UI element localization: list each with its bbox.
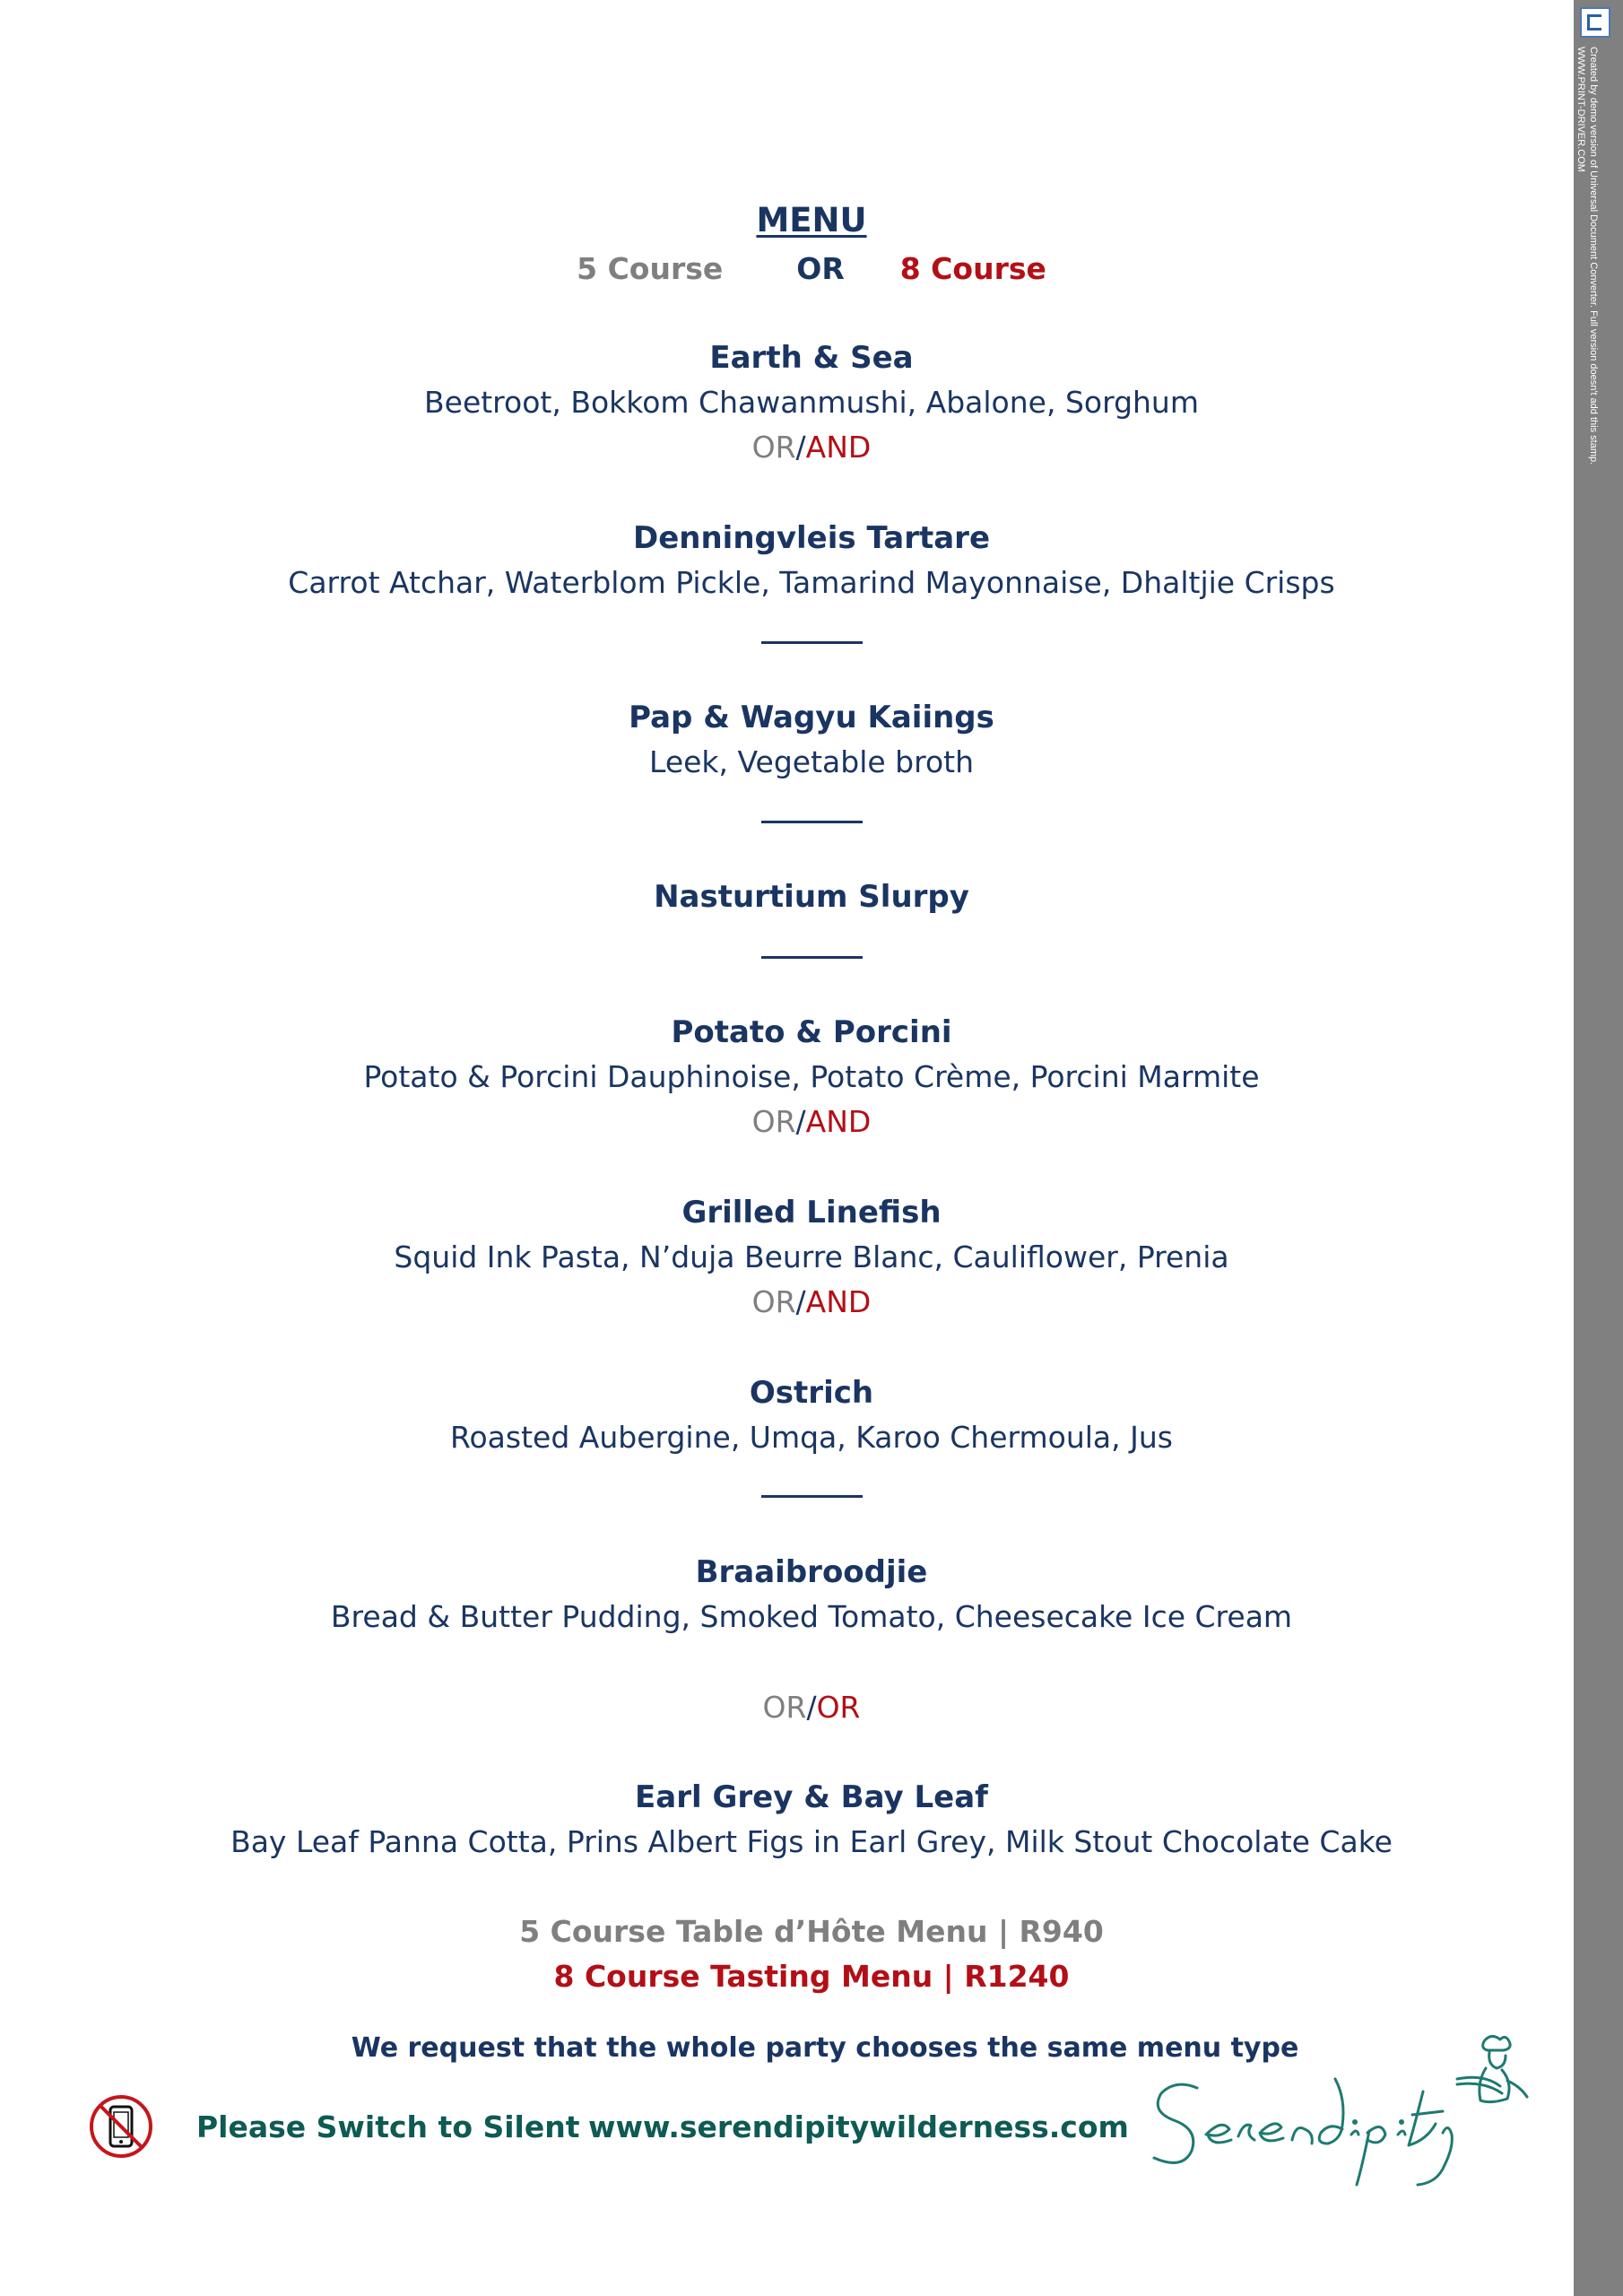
dish-name: Nasturtium Slurpy [654, 879, 969, 915]
dish-description: Carrot Atchar, Waterblom Pickle, Tamarind Mayonnaise, Dhaltjie Crisps [288, 565, 1335, 600]
dish-name: Earth & Sea [709, 340, 914, 376]
stamp-line-1: Created by demo version of Universal Document Converter. Full version doesn't add this stamp. [1588, 47, 1599, 465]
option-8-course: 8 Course [899, 251, 1046, 286]
dish-name: Grilled Linefish [681, 1195, 942, 1231]
stamp-line-2: WWW.PRINT-DRIVER.COM [1575, 47, 1586, 172]
choice-or-and: OR/AND [751, 1104, 872, 1139]
no-phone-icon [89, 2094, 153, 2159]
dish-name: Ostrich [749, 1375, 874, 1411]
website-link[interactable]: www.serendipitywilderness.com [588, 2109, 1129, 2144]
price-8-course: 8 Course Tasting Menu | R1240 [553, 1959, 1070, 1994]
dish-description: Potato & Porcini Dauphinoise, Potato Crème, Porcini Marmite [363, 1059, 1260, 1094]
course-divider [761, 956, 863, 959]
dish-description: Beetroot, Bokkom Chawanmushi, Abalone, Sorghum [424, 385, 1199, 420]
choice-or-or: OR/OR [762, 1690, 861, 1725]
silent-notice: Please Switch to Silent [196, 2109, 580, 2144]
party-notice: We request that the whole party chooses the same menu type [351, 2032, 1299, 2064]
choice-or-and: OR/AND [751, 430, 872, 465]
serendipity-logo [1143, 2029, 1529, 2190]
dish-name: Earl Grey & Bay Leaf [635, 1779, 988, 1815]
dish-name: Pap & Wagyu Kaiings [629, 700, 994, 735]
course-divider [761, 1495, 863, 1498]
dish-description: Leek, Vegetable broth [649, 744, 974, 779]
dish-name: Potato & Porcini [671, 1014, 952, 1050]
dish-description: Squid Ink Pasta, N’duja Beurre Blanc, Cauliflower, Prenia [394, 1239, 1229, 1274]
dish-description: Roasted Aubergine, Umqa, Karoo Chermoula, Jus [450, 1420, 1173, 1455]
course-divider [761, 641, 863, 644]
option-5-course: 5 Course [577, 251, 724, 286]
dish-name: Braaibroodjie [695, 1554, 928, 1590]
price-5-course: 5 Course Table d’Hôte Menu | R940 [519, 1914, 1104, 1949]
choice-or-and: OR/AND [751, 1284, 872, 1319]
course-divider [761, 821, 863, 823]
dish-description: Bay Leaf Panna Cotta, Prins Albert Figs in Earl Grey, Milk Stout Chocolate Cake [230, 1824, 1393, 1859]
dish-description: Bread & Butter Pudding, Smoked Tomato, Cheesecake Ice Cream [330, 1599, 1293, 1634]
converter-logo-icon [1580, 7, 1610, 38]
dish-name: Denningvleis Tartare [632, 520, 991, 556]
menu-title: MENU [756, 201, 867, 239]
course-options [0, 251, 1623, 286]
option-or: OR [796, 251, 845, 286]
